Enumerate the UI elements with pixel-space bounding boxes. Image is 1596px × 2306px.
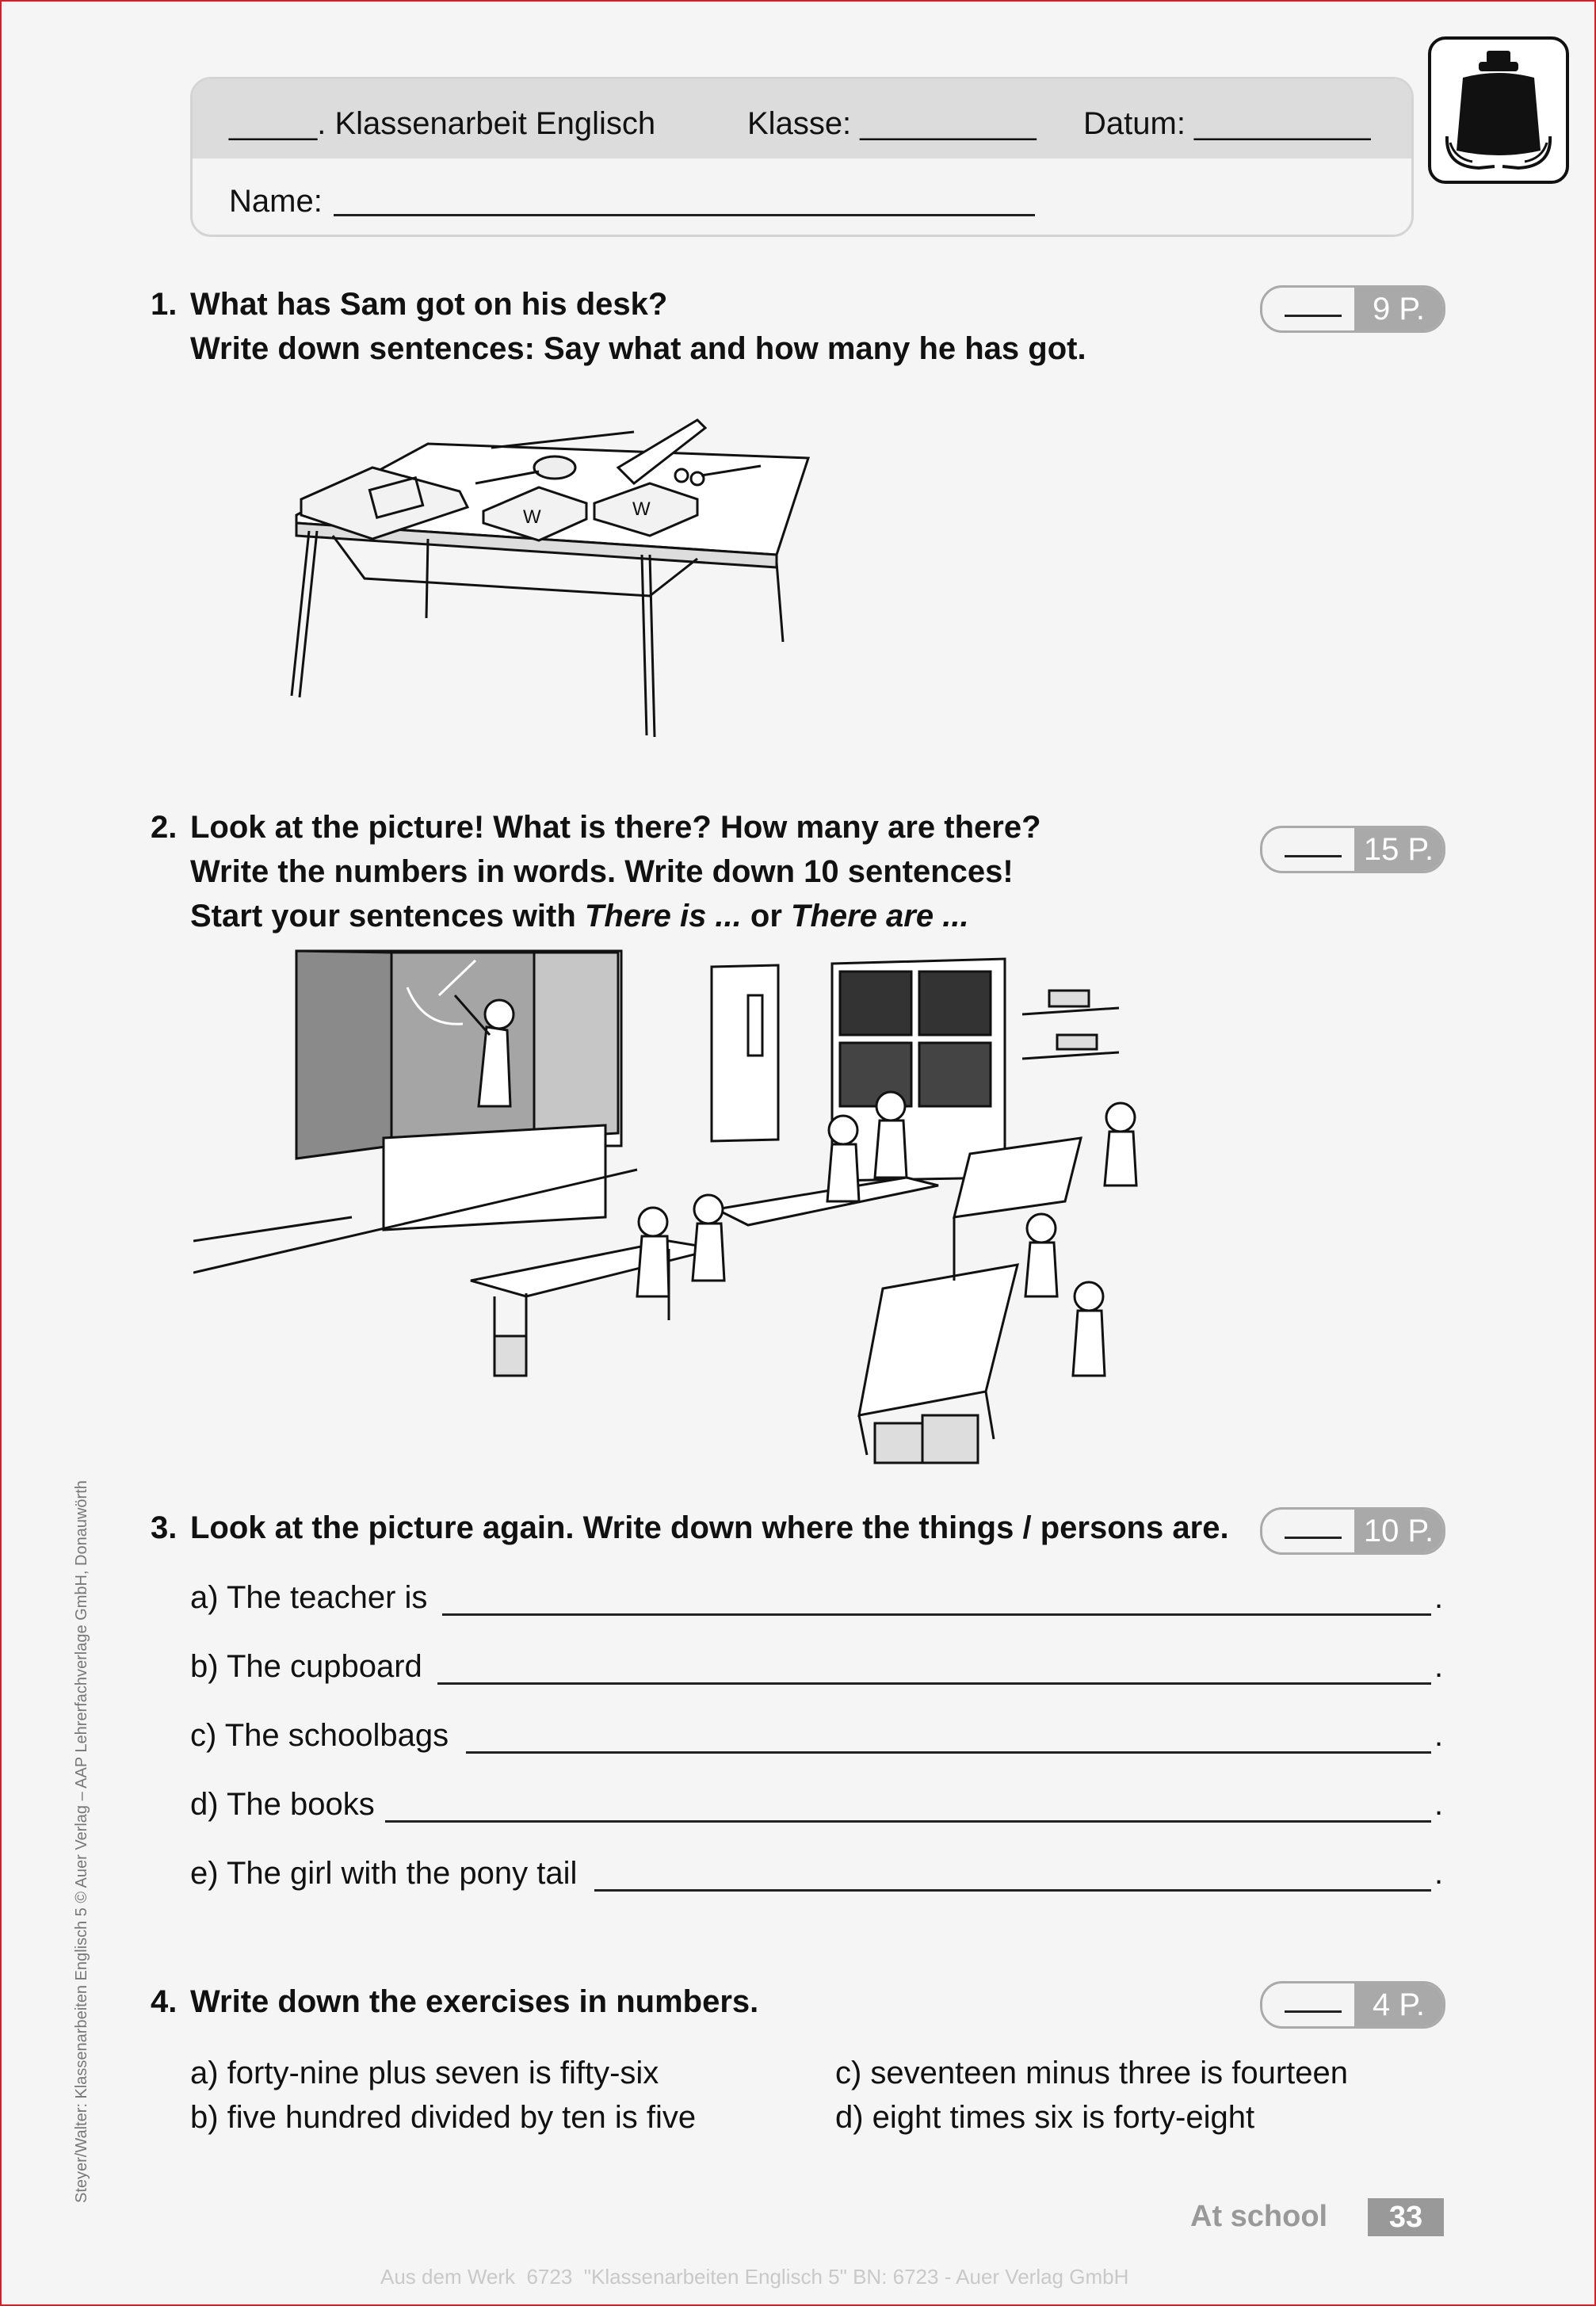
q1-points: 9 P. — [1354, 288, 1443, 330]
q3-item-a-label: a) The teacher is — [190, 1580, 428, 1615]
q3-number: 3. — [151, 1510, 178, 1545]
q3-item-e-label: e) The girl with the pony tail — [190, 1856, 578, 1891]
q1-title-line2: Write down sentences: Say what and how many he has got. — [190, 331, 1086, 366]
q3-points-box[interactable] — [1260, 1507, 1445, 1555]
q3-score-blank[interactable] — [1285, 1537, 1342, 1539]
svg-text:W: W — [632, 498, 651, 520]
name-field[interactable] — [334, 214, 1035, 216]
desk-illustration — [285, 396, 824, 745]
weight-logo — [1428, 36, 1569, 184]
date-field[interactable]: Datum: __________ — [1083, 106, 1371, 141]
q4-item-b: b) five hundred divided by ten is five — [190, 2100, 697, 2135]
q3-title: Look at the picture again. Write down where the things / persons are. — [190, 1510, 1229, 1545]
q4-points-box[interactable] — [1260, 1981, 1445, 2029]
q4-item-c: c) seventeen minus three is fourteen — [835, 2056, 1349, 2090]
q3-item-d-label: d) The books — [190, 1787, 375, 1822]
q3-item-c-line[interactable] — [466, 1751, 1431, 1754]
q2-title-line3: Start your sentences with There is ... or There are ... — [190, 899, 969, 933]
q3-item-a-line[interactable] — [442, 1613, 1431, 1616]
q3-item-e-line[interactable] — [594, 1889, 1431, 1892]
svg-text:W: W — [523, 506, 541, 528]
q2-points-box[interactable] — [1260, 826, 1445, 873]
q4-item-d: d) eight times six is forty-eight — [835, 2100, 1255, 2135]
q3-item-d-line[interactable] — [385, 1820, 1431, 1823]
q1-points-box[interactable] — [1260, 285, 1445, 333]
q2-title-line1: Look at the picture! What is there? How many are there? — [190, 810, 1041, 845]
page-number: 33 — [1368, 2198, 1444, 2236]
q2-score-blank[interactable] — [1285, 855, 1342, 857]
header-box — [190, 77, 1414, 237]
classroom-illustration — [193, 948, 1144, 1493]
weight-icon — [1431, 40, 1566, 181]
q1-score-blank[interactable] — [1285, 315, 1342, 317]
q2-points: 15 P. — [1354, 828, 1443, 871]
q4-item-a: a) forty-nine plus seven is fifty-six — [190, 2056, 659, 2090]
q4-title: Write down the exercises in numbers. — [190, 1984, 759, 2019]
source-footer: Aus dem Werk 6723 "Klassenarbeiten Englisch 5" BN: 6723 - Auer Verlag GmbH — [380, 2265, 1129, 2289]
q2-title-line2: Write the numbers in words. Write down 10 sentences! — [190, 854, 1014, 889]
q2-number: 2. — [151, 810, 178, 845]
q1-title-line1: What has Sam got on his desk? — [190, 287, 668, 322]
q3-points: 10 P. — [1354, 1510, 1443, 1552]
q4-score-blank[interactable] — [1285, 2010, 1342, 2013]
q3-item-b-label: b) The cupboard — [190, 1649, 422, 1684]
class-field[interactable]: Klasse: __________ — [747, 106, 1037, 141]
name-label: Name: — [229, 184, 323, 219]
q3-item-b-line[interactable] — [437, 1682, 1431, 1685]
q4-points: 4 P. — [1354, 1983, 1443, 2026]
q4-number: 4. — [151, 1984, 178, 2019]
q1-number: 1. — [151, 287, 178, 322]
copyright-credit: Steyer/Walter: Klassenarbeiten Englisch 5 © Auer Verlag – AAP Lehrerfachverlage GmbH, Donauwörth — [73, 1480, 90, 2203]
section-label: At school — [1190, 2200, 1328, 2233]
q3-item-c-label: c) The schoolbags — [190, 1718, 449, 1753]
test-number-field[interactable]: _____. Klassenarbeit Englisch — [229, 106, 656, 141]
